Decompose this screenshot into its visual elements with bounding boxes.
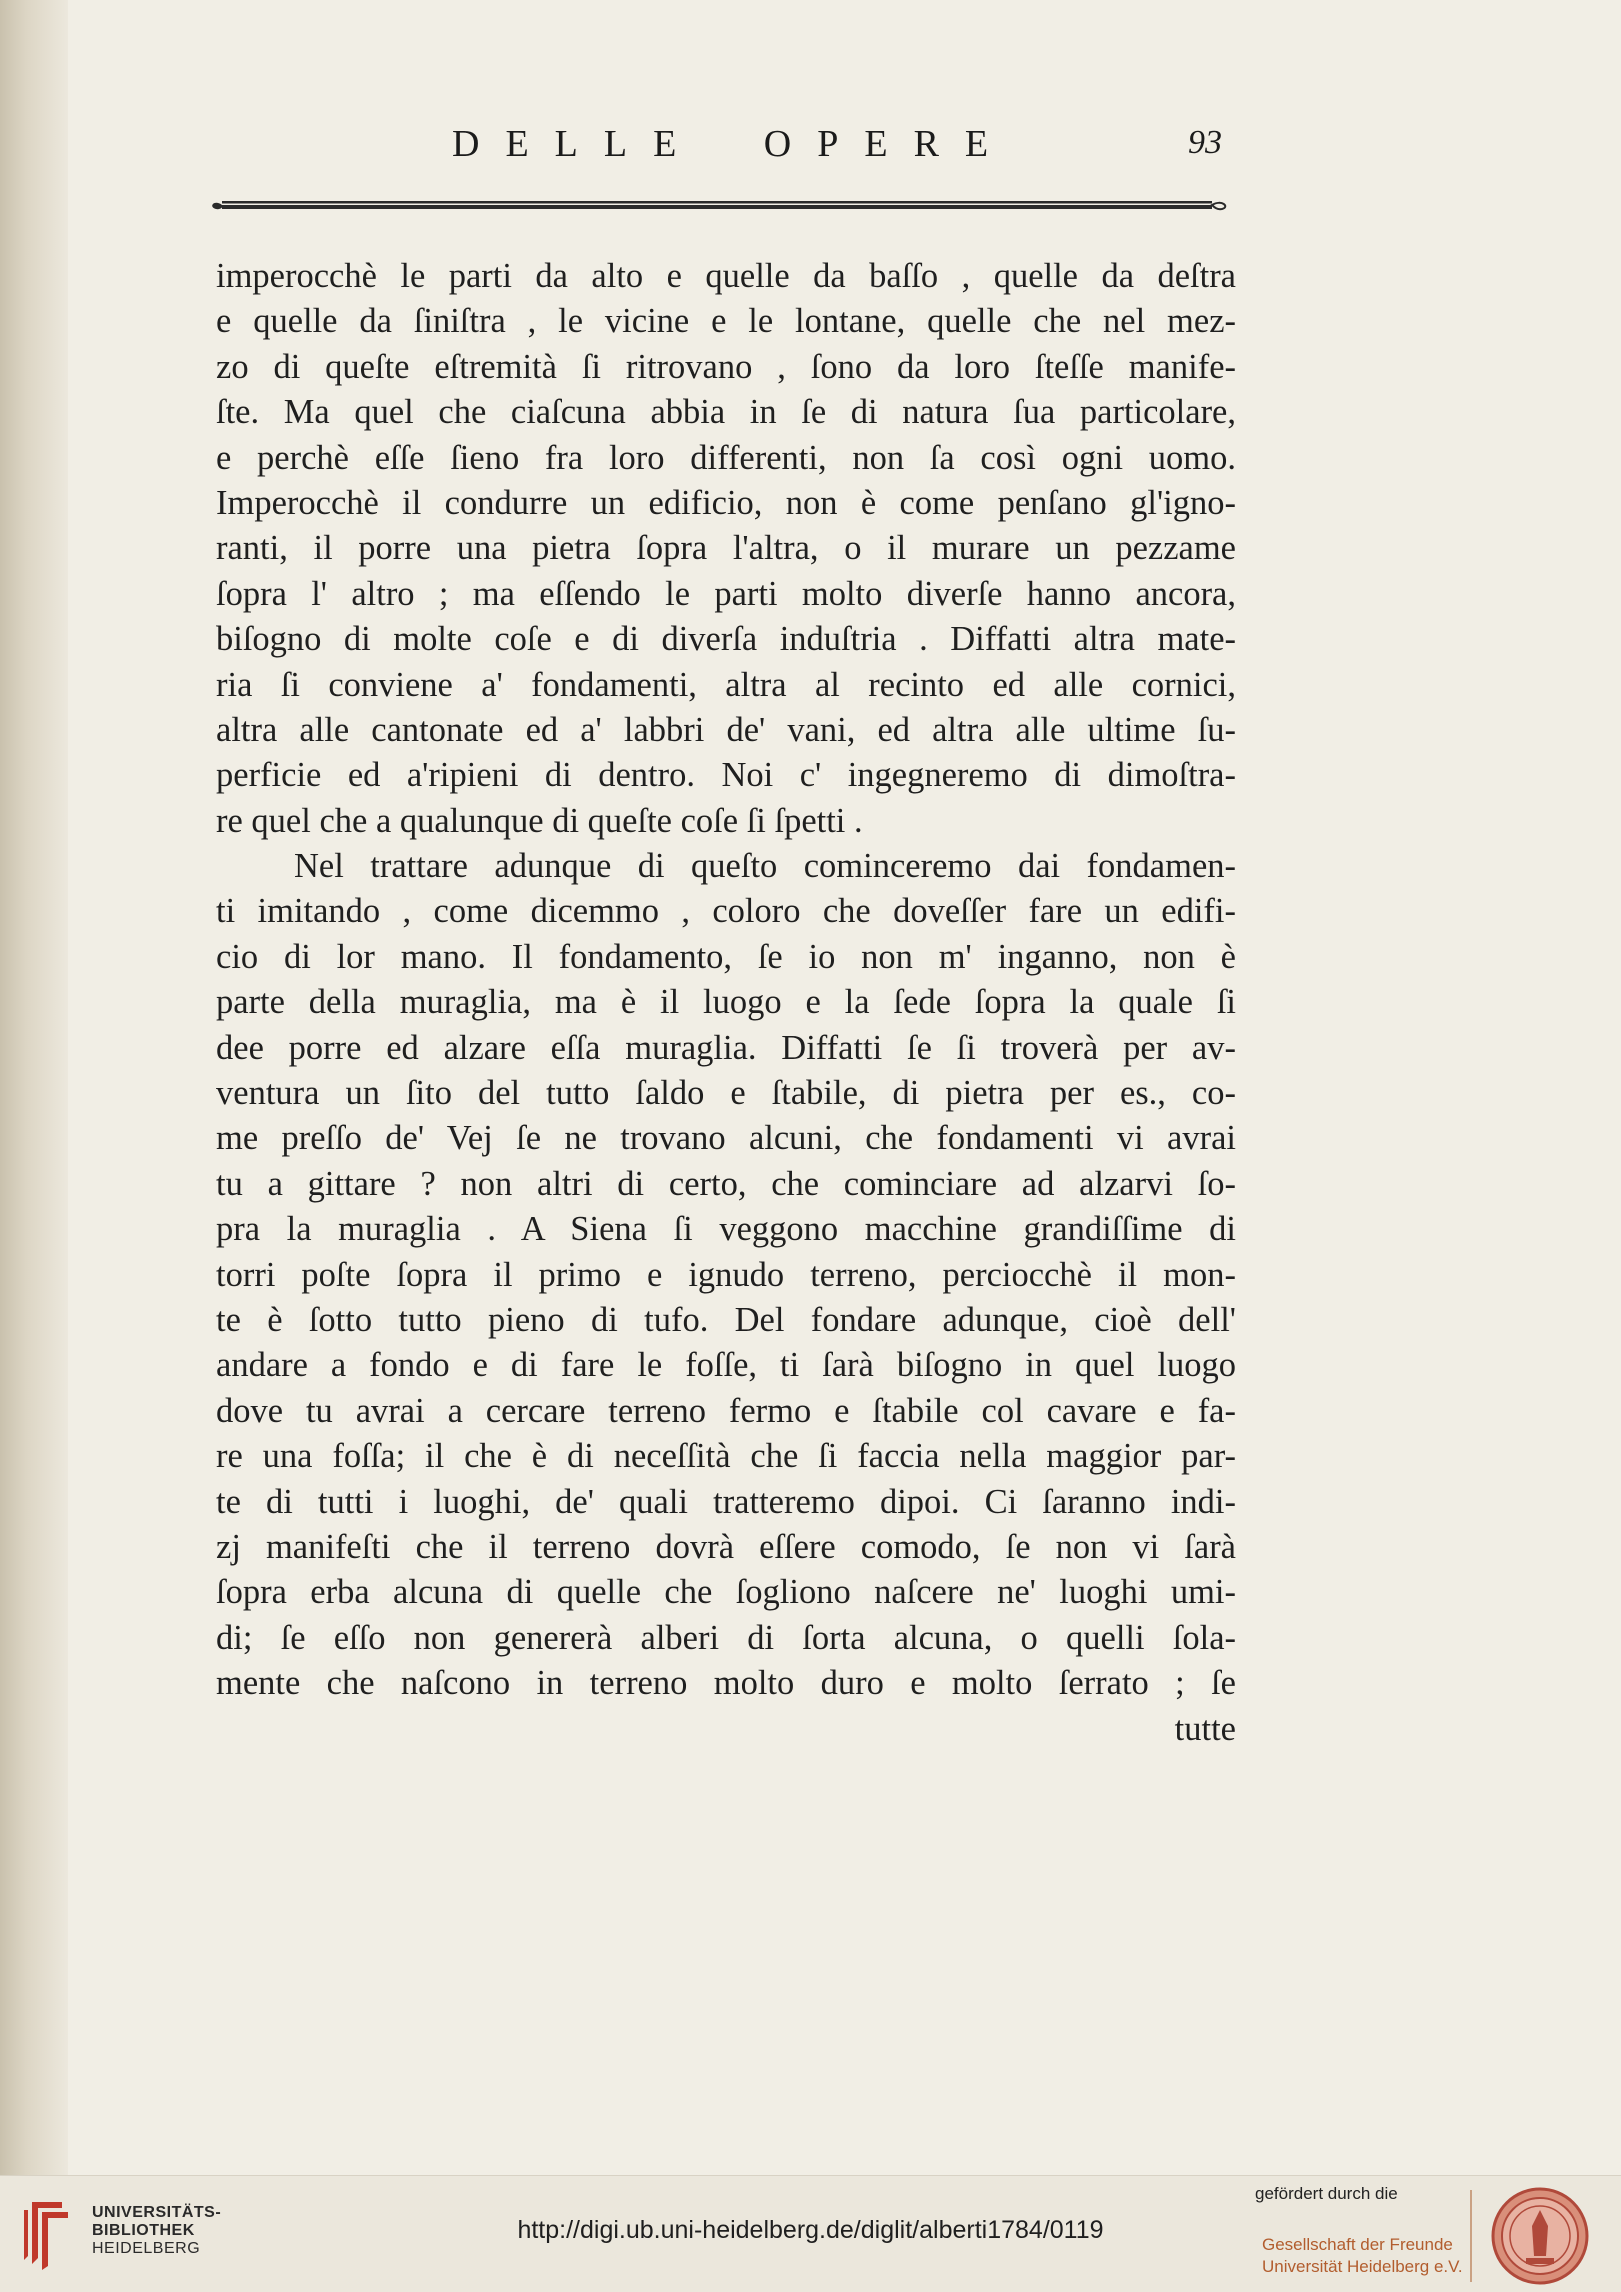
permalink-url[interactable]: http://digi.ub.uni-heidelberg.de/diglit/alberti1784/0119 bbox=[517, 2216, 1104, 2244]
text-line: ventura un ſito del tutto ſaldo e ſtabile, di pietra per es., co- bbox=[216, 1074, 1236, 1113]
text-line: te è ſotto tutto pieno di tufo. Del fondare adunque, cioè dell' bbox=[216, 1300, 1236, 1339]
digitization-footer bbox=[0, 2175, 1621, 2292]
funded-by-label: gefördert durch die bbox=[1255, 2184, 1398, 2203]
footer-divider bbox=[1470, 2190, 1472, 2282]
text-line: imperocchè le parti da alto e quelle da baſſo , quelle da deſtra bbox=[216, 257, 1236, 295]
text-line: ſopra l' altro ; ma eſſendo le parti molto diverſe hanno ancora, bbox=[216, 574, 1236, 613]
text-line: andare a fondo e di fare le foſſe, ti ſarà biſogno in quel luogo bbox=[216, 1346, 1236, 1385]
text-line: Nel trattare adunque di queſto cominceremo dai fondamen- bbox=[294, 847, 1236, 886]
text-line: ranti, il porre una pietra ſopra l'altra, o il murare un pezzame bbox=[216, 529, 1236, 568]
text-line: biſogno di molte coſe e di diverſa induſtria . Diffatti altra mate- bbox=[216, 620, 1236, 659]
library-name: UNIVERSITÄTS- BIBLIOTHEK HEIDELBERG bbox=[92, 2204, 222, 2257]
text-line: Imperocchè il condurre un edificio, non è come penſano gl'igno- bbox=[216, 483, 1236, 522]
page-gutter bbox=[0, 0, 68, 2175]
text-line: torri poſte ſopra il primo e ignudo terreno, perciocchè il mon- bbox=[216, 1255, 1236, 1294]
sponsor-name: Gesellschaft der Freunde Universität Heidelberg e.V. bbox=[1262, 2235, 1463, 2276]
text-line: perficie ed a'ripieni di dentro. Noi c' ingegneremo di dimoſtra- bbox=[216, 756, 1236, 795]
text-line: zo di queſte eſtremità ſi ritrovano , ſono da loro ſteſſe manife- bbox=[216, 347, 1236, 386]
catchword: tutte bbox=[1174, 1709, 1236, 1748]
text-line: re una foſſa; il che è di neceſſità che ſi faccia nella maggior par- bbox=[216, 1437, 1236, 1476]
running-title: DELLE OPERE bbox=[452, 123, 1015, 165]
text-line: dove tu avrai a cercare terreno fermo e ſtabile col cavare e fa- bbox=[216, 1391, 1236, 1430]
text-line: mente che naſcono in terreno molto duro e molto ſerrato ; ſe bbox=[216, 1664, 1236, 1703]
text-line: altra alle cantonate ed a' labbri de' vani, ed altra alle ultime ſu- bbox=[216, 710, 1236, 749]
text-line: parte della muraglia, ma è il luogo e la ſede ſopra la quale ſi bbox=[216, 983, 1236, 1022]
university-seal-icon bbox=[1490, 2186, 1590, 2286]
text-line: e quelle da ſiniſtra , le vicine e le lontane, quelle che nel mez- bbox=[216, 302, 1236, 341]
text-line: ſopra erba alcuna di quelle che ſogliono naſcere ne' luoghi umi- bbox=[216, 1573, 1236, 1612]
text-line: zj manifeſti che il terreno dovrà eſſere comodo, ſe non vi ſarà bbox=[216, 1527, 1236, 1566]
text-line: cio di lor mano. Il fondamento, ſe io non m' inganno, non è bbox=[216, 937, 1236, 976]
ornamental-rule bbox=[210, 198, 1228, 212]
text-line: me preſſo de' Vej ſe ne trovano alcuni, che fondamenti vi avrai bbox=[216, 1119, 1236, 1158]
body-text bbox=[216, 254, 1236, 1752]
text-line: pra la muraglia . A Siena ſi veggono macchine grandiſſime di bbox=[216, 1210, 1236, 1249]
text-line: te di tutti i luoghi, de' quali tratteremo dipoi. Ci ſaranno indi- bbox=[216, 1482, 1236, 1521]
page-header bbox=[0, 122, 1621, 172]
text-line: re quel che a qualunque di queſte coſe ſi ſpetti . bbox=[216, 801, 863, 840]
text-line: ſte. Ma quel che ciaſcuna abbia in ſe di natura ſua particolare, bbox=[216, 393, 1236, 432]
text-line: dee porre ed alzare eſſa muraglia. Diffatti ſe ſi troverà per av- bbox=[216, 1028, 1236, 1067]
text-line: e perchè eſſe ſieno fra loro differenti, non ſa così ogni uomo. bbox=[216, 438, 1236, 477]
text-line: di; ſe eſſo non genererà alberi di ſorta alcuna, o quelli ſola- bbox=[216, 1618, 1236, 1657]
text-line: ti imitando , come dicemmo , coloro che doveſſer fare un edifi- bbox=[216, 892, 1236, 931]
text-line: tu a gittare ? non altri di certo, che cominciare ad alzarvi ſo- bbox=[216, 1164, 1236, 1203]
page-number: 93 bbox=[1188, 124, 1222, 161]
text-line: ria ſi conviene a' fondamenti, altra al recinto ed alle cornici, bbox=[216, 665, 1236, 704]
